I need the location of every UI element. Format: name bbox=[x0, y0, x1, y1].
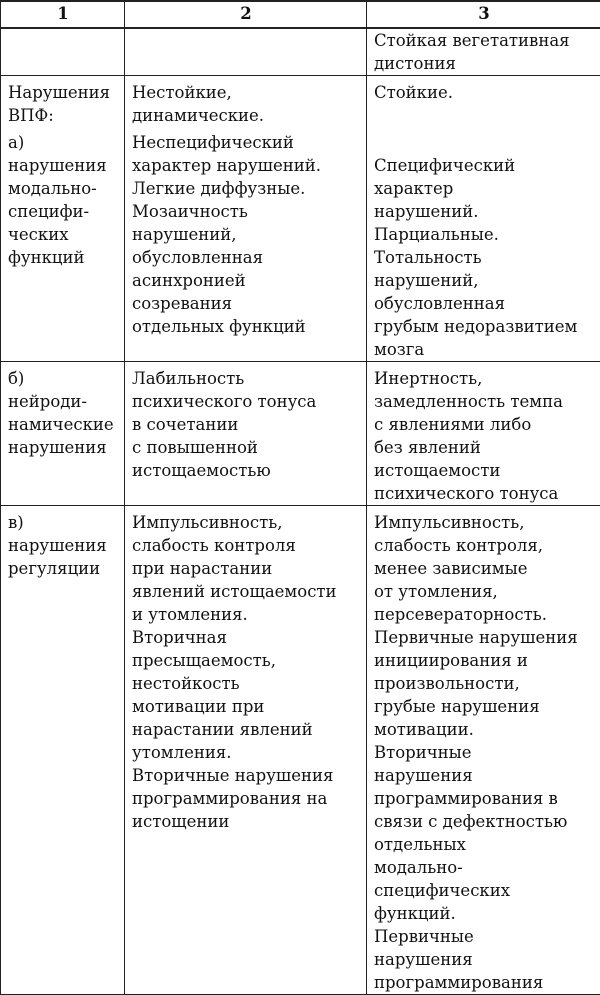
cell-text-line: нарушения bbox=[8, 436, 118, 459]
cell-text-line: регуляции bbox=[8, 557, 118, 580]
table-cell bbox=[1, 362, 125, 506]
table-cell bbox=[367, 506, 600, 995]
cell-text-line: от утомления, bbox=[374, 580, 594, 603]
cell-text-line: программирования в bbox=[374, 787, 594, 810]
cell-text-line: инициирования и bbox=[374, 649, 594, 672]
cell-text-line: при нарастании bbox=[132, 557, 360, 580]
cell-text-line: менее зависимые bbox=[374, 557, 594, 580]
cell-text-line: обусловленная bbox=[132, 246, 360, 269]
cell-text-line: истощении bbox=[132, 810, 360, 833]
cell-text-line: нарушений. bbox=[374, 200, 594, 223]
cell-text-line: дистония bbox=[374, 52, 594, 75]
cell-text-line: Мозаичность bbox=[132, 200, 360, 223]
table-cell bbox=[1, 127, 125, 362]
cell-text-line: нарушений, bbox=[132, 223, 360, 246]
cell-text-line: специфи- bbox=[8, 200, 118, 223]
cell-text-line: программирования bbox=[374, 971, 594, 994]
table-cell bbox=[367, 362, 600, 506]
cell-text-line: без явлений bbox=[374, 436, 594, 459]
cell-text-line: утомления. bbox=[132, 741, 360, 764]
cell-text-line: а) bbox=[8, 131, 118, 154]
cell-text-line: Импульсивность, bbox=[374, 511, 594, 534]
cell-text-line: с явлениями либо bbox=[374, 413, 594, 436]
cell-text-line: мотивации при bbox=[132, 695, 360, 718]
cell-text-line: Импульсивность, bbox=[132, 511, 360, 534]
table-cell bbox=[367, 127, 600, 362]
table-cell bbox=[367, 76, 600, 128]
cell-text-line: Тотальность bbox=[374, 246, 594, 269]
cell-text-line: программирования на bbox=[132, 787, 360, 810]
cell-text-line: динамические. bbox=[132, 104, 360, 127]
cell-text-line: асинхронией bbox=[132, 269, 360, 292]
table-row bbox=[1, 506, 600, 995]
cell-text-line: Неспецифический bbox=[132, 131, 360, 154]
table-row bbox=[1, 362, 600, 506]
cell-text-line: Первичные bbox=[374, 925, 594, 948]
cell-text-line: в сочетании bbox=[132, 413, 360, 436]
cell-text-line: модально- bbox=[374, 856, 594, 879]
cell-text-line: намические bbox=[8, 413, 118, 436]
column-header-2: 2 bbox=[125, 1, 367, 28]
cell-text-line: нарушения bbox=[8, 534, 118, 557]
cell-text-line: Вторичные bbox=[374, 741, 594, 764]
table-cell bbox=[125, 506, 367, 995]
cell-text-line: функций. bbox=[374, 902, 594, 925]
table-row bbox=[1, 127, 600, 362]
table-cell bbox=[1, 28, 125, 76]
cell-text-line: характер bbox=[374, 177, 594, 200]
cell-text-line: грубые нарушения bbox=[374, 695, 594, 718]
cell-text-line: нарастании явлений bbox=[132, 718, 360, 741]
cell-text-line: ческих bbox=[8, 223, 118, 246]
cell-text-line: характер нарушений. bbox=[132, 154, 360, 177]
cell-text-line bbox=[374, 131, 594, 154]
cell-text-line: отдельных bbox=[374, 833, 594, 856]
cell-text-line: с повышенной bbox=[132, 436, 360, 459]
table-cell bbox=[1, 506, 125, 995]
cell-text-line: Нарушения bbox=[8, 81, 118, 104]
cell-text-line: нарушений, bbox=[374, 269, 594, 292]
cell-text-line: истощаемостью bbox=[132, 459, 360, 482]
table-row bbox=[1, 28, 600, 76]
cell-text-line: Лабильность bbox=[132, 367, 360, 390]
cell-text-line: функций bbox=[8, 246, 118, 269]
table-cell bbox=[125, 362, 367, 506]
cell-text-line: слабость контроля, bbox=[374, 534, 594, 557]
table-cell bbox=[125, 76, 367, 128]
table-cell bbox=[125, 28, 367, 76]
cell-text-line: мозга bbox=[374, 338, 594, 361]
column-header-1: 1 bbox=[1, 1, 125, 28]
cell-text-line: Нестойкие, bbox=[132, 81, 360, 104]
cell-text-line: Вторичные нарушения bbox=[132, 764, 360, 787]
cell-text-line: Инертность, bbox=[374, 367, 594, 390]
cell-text-line: и утомления. bbox=[132, 603, 360, 626]
cell-text-line: произвольности, bbox=[374, 672, 594, 695]
cell-text-line: нарушения bbox=[374, 764, 594, 787]
table-header-row bbox=[1, 1, 600, 28]
cell-text-line: модально- bbox=[8, 177, 118, 200]
cell-text-line: нейроди- bbox=[8, 390, 118, 413]
table-cell bbox=[125, 127, 367, 362]
table-row bbox=[1, 76, 600, 128]
cell-text-line: психического тонуса bbox=[374, 482, 594, 505]
cell-text-line: Специфический bbox=[374, 154, 594, 177]
cell-text-line: б) bbox=[8, 367, 118, 390]
cell-text-line: связи с дефектностью bbox=[374, 810, 594, 833]
cell-text-line: грубым недоразвитием bbox=[374, 315, 594, 338]
cell-text-line: отдельных функций bbox=[132, 315, 360, 338]
cell-text-line: специфических bbox=[374, 879, 594, 902]
cell-text-line: нарушения bbox=[8, 154, 118, 177]
cell-text-line: Стойкая вегетативная bbox=[374, 29, 594, 52]
cell-text-line: слабость контроля bbox=[132, 534, 360, 557]
cell-text-line: Парциальные. bbox=[374, 223, 594, 246]
cell-text-line: Вторичная bbox=[132, 626, 360, 649]
table-cell bbox=[1, 76, 125, 128]
cell-text-line: персевераторность. bbox=[374, 603, 594, 626]
cell-text-line: Легкие диффузные. bbox=[132, 177, 360, 200]
cell-text-line: мотивации. bbox=[374, 718, 594, 741]
cell-text-line: ВПФ: bbox=[8, 104, 118, 127]
cell-text-line: обусловленная bbox=[374, 292, 594, 315]
cell-text-line: явлений истощаемости bbox=[132, 580, 360, 603]
cell-text-line: созревания bbox=[132, 292, 360, 315]
cell-text-line: нестойкость bbox=[132, 672, 360, 695]
cell-text-line: замедленность темпа bbox=[374, 390, 594, 413]
cell-text-line: в) bbox=[8, 511, 118, 534]
cell-text-line: нарушения bbox=[374, 948, 594, 971]
table-cell bbox=[367, 28, 600, 76]
column-header-3: 3 bbox=[367, 1, 600, 28]
cell-text-line: психического тонуса bbox=[132, 390, 360, 413]
cell-text-line: пресыщаемость, bbox=[132, 649, 360, 672]
cell-text-line: Стойкие. bbox=[374, 81, 594, 104]
cell-text-line: истощаемости bbox=[374, 459, 594, 482]
cell-text-line: Первичные нарушения bbox=[374, 626, 594, 649]
